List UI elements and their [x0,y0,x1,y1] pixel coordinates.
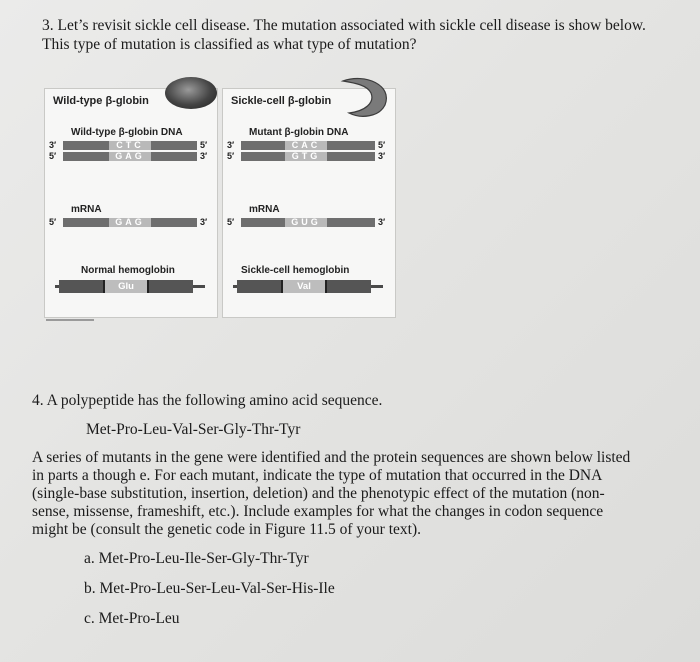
protein-segment [59,280,103,293]
wild-type-mrna-label: mRNA [71,204,102,215]
end-label: 3′ [200,151,208,161]
sickle-cell-icon [335,75,393,119]
copyright-mark [46,319,94,321]
dna-top-codon: CTC [109,141,151,150]
sickle-hemoglobin-label: Sickle-cell hemoglobin [241,265,350,276]
mrna-codon: GUG [285,218,327,227]
end-label: 3′ [200,217,208,227]
end-label: 5′ [227,151,235,161]
normal-hemoglobin-label: Normal hemoglobin [81,265,175,276]
question-3-line-1: 3. Let’s revisit sickle cell disease. The mutation associated with sickle cell disease is show below. [42,17,646,34]
amino-acid-sequence: Met-Pro-Leu-Val-Ser-Gly-Thr-Tyr [86,421,301,438]
mutant-a: a. Met-Pro-Leu-Ile-Ser-Gly-Thr-Tyr [84,550,309,567]
end-label: 5′ [49,217,57,227]
end-label: 3′ [378,217,386,227]
mutant-c: c. Met-Pro-Leu [84,610,180,627]
amino-acid-glu: Glu [105,280,147,293]
dna-bottom-codon: GAG [109,152,151,161]
wild-type-dna-label: Wild-type β-globin DNA [71,127,183,138]
question-4 [32,392,672,628]
question-4-intro: 4. A polypeptide has the following amino acid sequence. [32,392,383,409]
sickle-cell-figure [44,88,419,320]
mutant-mrna-label: mRNA [249,204,280,215]
wild-type-title: Wild-type β-globin [53,95,149,107]
amino-acid-val: Val [283,280,325,293]
paragraph-line: (single-base substitution, insertion, deletion) and the phenotypic effect of the mutation (non- [32,485,605,502]
dna-top-codon: CAC [285,141,327,150]
question-4-paragraph [32,449,672,539]
end-label: 3′ [227,140,235,150]
paragraph-line: in parts a though e. For each mutant, indicate the type of mutation that occurred in the DNA [32,467,603,484]
red-blood-cell-icon [165,77,217,109]
question-3-line-2: This type of mutation is classified as what type of mutation? [42,36,417,53]
dna-bottom-codon: GTG [285,152,327,161]
end-label: 5′ [378,140,386,150]
paragraph-line: sense, missense, frameshift, etc.). Include examples for what the changes in codon sequence [32,503,604,520]
sickle-cell-title: Sickle-cell β-globin [231,95,332,107]
question-3 [42,16,682,54]
mutant-dna-label: Mutant β-globin DNA [249,127,349,138]
protein-segment [149,280,193,293]
mrna-codon: GAG [109,218,151,227]
end-label: 5′ [49,151,57,161]
mutant-b: b. Met-Pro-Leu-Ser-Leu-Val-Ser-His-Ile [84,580,335,597]
protein-segment [327,280,371,293]
end-label: 5′ [200,140,208,150]
end-label: 3′ [378,151,386,161]
paragraph-line: A series of mutants in the gene were identified and the protein sequences are shown below listed [32,449,631,466]
paragraph-line: might be (consult the genetic code in Figure 11.5 of your text). [32,521,421,538]
end-label: 3′ [49,140,57,150]
wild-type-panel [44,88,218,318]
end-label: 5′ [227,217,235,227]
protein-segment [237,280,281,293]
sickle-cell-panel [222,88,396,318]
